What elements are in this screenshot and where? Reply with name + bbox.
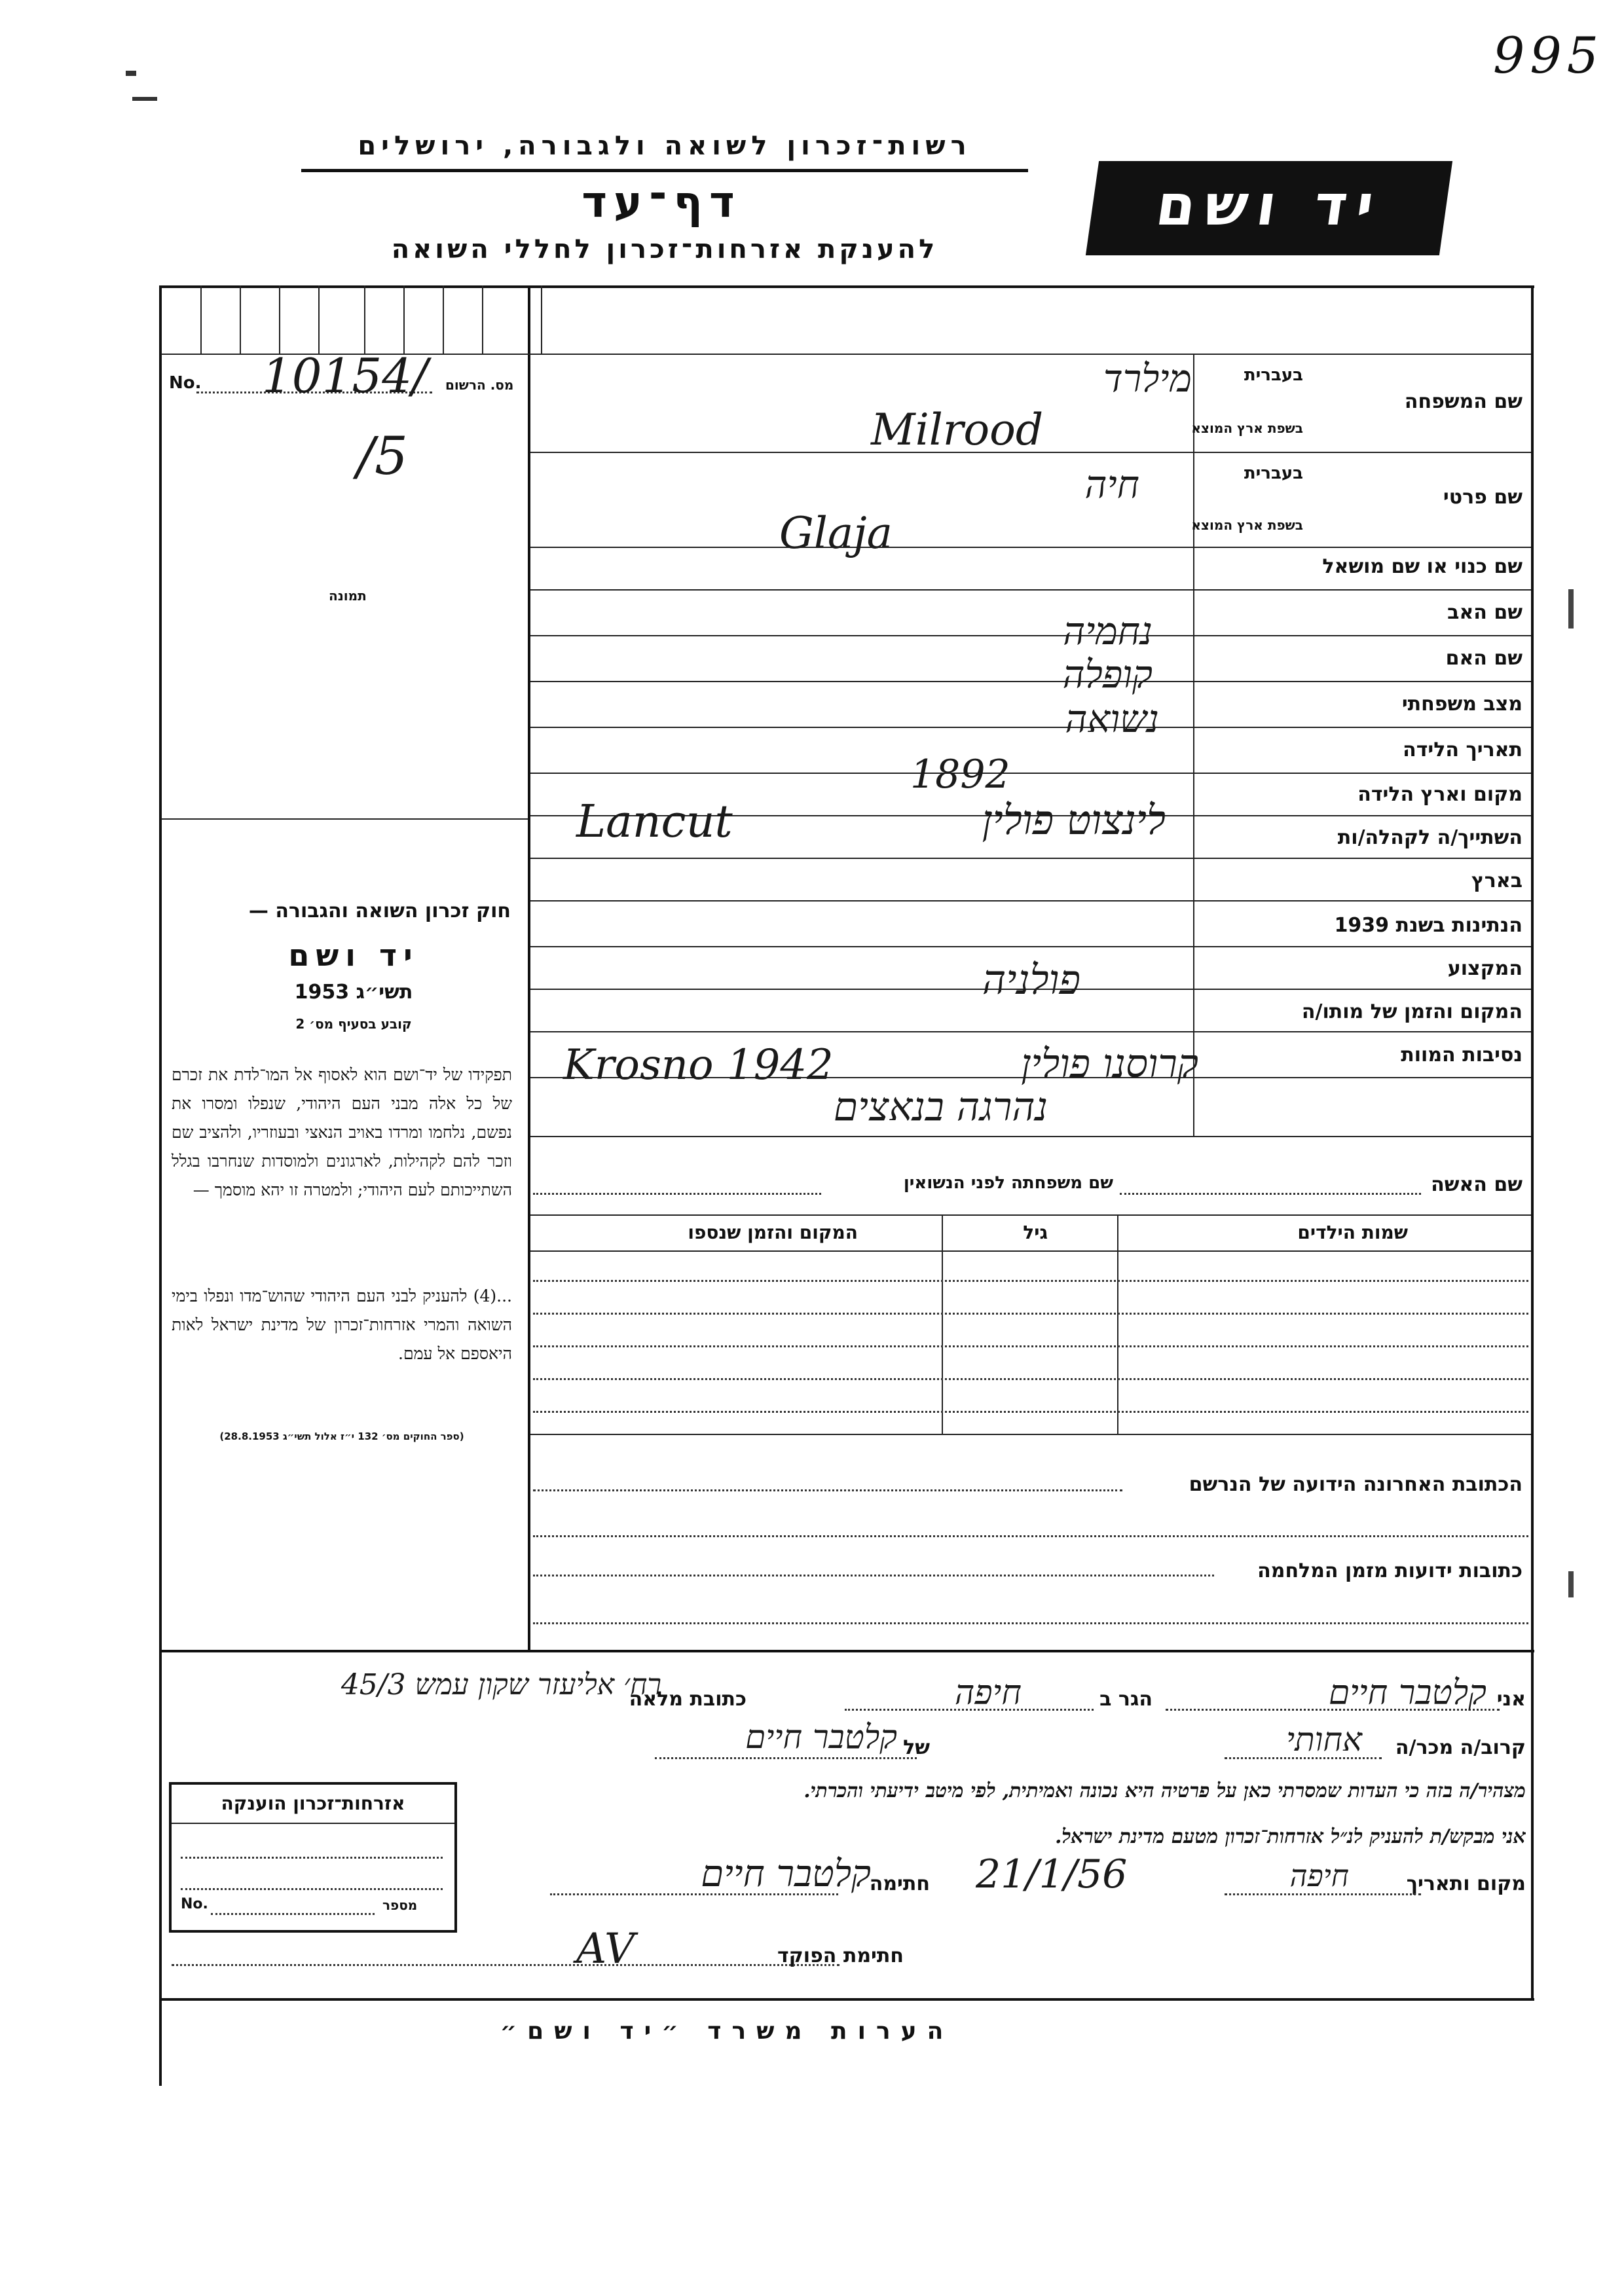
death-place-value: קרוסנו פולין — [1021, 1041, 1198, 1087]
death-place-latin-value: Krosno 1942 — [563, 1041, 834, 1089]
place-date-label: מקום ותאריך — [1406, 1872, 1526, 1895]
citizenship-granted-title: אזרחות־זכרון הוענקה — [221, 1793, 405, 1814]
resides-label: הגר ב — [1099, 1688, 1153, 1711]
death-place-label: המקום והזמן של מותו/ה — [1301, 1000, 1522, 1023]
birthdate-label: תאריך הלידה — [1403, 738, 1522, 761]
citizenship-1939-label: הנתינות בשנת 1939 — [1334, 914, 1522, 937]
law-paragraph-2: ...(4) להעניק לבני העם היהודי שהוש־מדו ונפלו בימי השואה והמרי אזרחות־זכרון של מדינת ישראל לאות היאספם אל עמם. — [172, 1286, 512, 1363]
family-name-native-value: Milrood — [871, 405, 1044, 455]
authority-name: רשות־זכרון לשואה ולגבורה, ירושלים — [358, 131, 972, 161]
wife-name-label: שם האשה — [1431, 1173, 1522, 1196]
citizenship-no-label: No. — [181, 1896, 208, 1912]
yad-vashem-logo — [1086, 161, 1452, 255]
death-circumstances-label: נסיבות המוות — [1401, 1044, 1522, 1066]
children-age-header: גיל — [1023, 1222, 1048, 1243]
law-source: (ספר החוקים מס׳ 132 י״ז אלול תשי״ג 28.8.1953) — [219, 1430, 464, 1442]
stamp-number: 995 — [1493, 26, 1604, 84]
declarant-signature: קלטבר חיים — [701, 1853, 871, 1895]
marital-status-value: קופלה — [1062, 652, 1153, 697]
declarant-name-value: קלטבר חיים — [1328, 1673, 1486, 1713]
address-value: רח׳ אליעזר שקון עמש 45/3 — [341, 1668, 661, 1702]
signature-label: חתימה — [869, 1872, 930, 1895]
community-label: השתייך/ה לקהלה/ות — [1337, 826, 1522, 849]
citizenship-value: פולניה — [982, 956, 1080, 1004]
scan-mark — [132, 97, 157, 101]
declaration-statement: מצהיר/ה בזה כי העדות שמסרתי כאן על פרטיה היא נכונה ואמיתית, לפי מיטב ידיעתי והכרתי. — [803, 1779, 1526, 1802]
registration-sub-number: /5 — [357, 426, 408, 486]
community-latin-value: Lancut — [576, 796, 733, 848]
birth-year-value: 1892 — [910, 752, 1010, 797]
declaration-i-label: אני — [1496, 1688, 1526, 1711]
law-title: חוק זכרון השואה והגבורה — — [248, 900, 511, 922]
officer-signature: AV — [576, 1925, 635, 1973]
first-name-label: שם פרטי — [1443, 486, 1522, 509]
family-name-native-label: בשפת ארץ המוצא — [1191, 420, 1303, 436]
mother-name-label: שם האם — [1445, 647, 1522, 670]
registration-mas-label: מס. הרשום — [445, 377, 514, 393]
marital-status-label: מצב משפחתי — [1401, 693, 1522, 716]
scan-mark — [1568, 589, 1574, 629]
wartime-address-label: כתובות ידועות מזמן המלחמה — [1257, 1559, 1522, 1582]
father-name-label: שם האב — [1447, 601, 1522, 624]
profession-label: המקצוע — [1447, 957, 1522, 980]
of-label: של — [903, 1736, 930, 1759]
address-label: כתובת מלאה — [629, 1688, 747, 1711]
maiden-name-label: שם משפחתה לפני הנשואין — [903, 1173, 1113, 1193]
death-circumstances-value: נהרגה בנאצים — [833, 1084, 1048, 1130]
citizenship-number-label: מספר — [382, 1897, 418, 1913]
of-value: קלטבר חיים — [745, 1718, 897, 1756]
law-clause: קובע בסעיף מס׳ 2 — [295, 1016, 412, 1032]
photo-label: תמונה — [329, 588, 367, 604]
of-line — [655, 1757, 917, 1759]
law-year: תשי״ג 1953 — [294, 981, 413, 1004]
first-name-hebrew-label: בעברית — [1244, 464, 1303, 483]
form-title: דף־עד — [581, 177, 741, 227]
resides-value: חיפה — [954, 1673, 1022, 1713]
community-value: לינצוט פולין — [982, 796, 1166, 844]
scan-mark — [126, 71, 136, 76]
officer-signature-label: חתימת הפוקד — [777, 1944, 904, 1967]
date-value: 21/1/56 — [976, 1851, 1128, 1897]
law-paragraph-1: תפקידו של יד־ושם הוא לאסוף אל המו־לדת את זכרם של כל אלה מבני העם היהודי, שנפלו ומסרו את נפשם, נלחמו ומרדו באויב הנאצי ובעוזריו, ולהציב שם וזכר להם לקהילות, לארגונים ולמוסדות שנחרבו בגלל השתייכותם לעם היהודי; ולמטרה זו יהא מוסמך — — [172, 1065, 512, 1199]
first-name-hebrew-value: חיה — [1084, 462, 1139, 507]
form-subtitle: להענקת אזרחות־זכרון לחללי השואה — [391, 234, 938, 264]
birthplace-label: מקום וארץ הלידה — [1357, 783, 1522, 806]
declaration-request: אני מבקש/ת להעניק לנ״ל אזרחות־זכרון מטעם מדינת ישראל. — [1054, 1825, 1526, 1848]
mother-name-value: נחמיה — [1063, 609, 1153, 653]
children-names-header: שמות הילדים — [1297, 1222, 1408, 1243]
place-date-line — [1225, 1893, 1421, 1895]
law-org: יד ושם — [288, 938, 419, 973]
registration-number: 10154/ — [262, 348, 428, 403]
family-name-hebrew-label: בעברית — [1244, 365, 1303, 385]
first-name-native-label: בשפת ארץ המוצא — [1191, 517, 1303, 533]
relation-label: קרוב/ה מכר/ה — [1395, 1736, 1526, 1759]
country-label: בארץ — [1471, 869, 1522, 892]
scan-mark — [1568, 1571, 1574, 1597]
family-name-label: שם המשפחה — [1404, 390, 1522, 413]
family-name-hebrew-value: מילרד — [1103, 356, 1192, 401]
relation-value: אחותי — [1286, 1721, 1362, 1758]
citizenship-granted-box — [169, 1782, 457, 1933]
officer-signature-line — [172, 1964, 840, 1966]
registration-no-label: No. — [169, 373, 202, 393]
place-value: חיפה — [1289, 1858, 1349, 1893]
birthdate-value: נשואה — [1065, 697, 1159, 741]
last-address-label: הכתובת האחרונה הידועה של הנרשם — [1189, 1473, 1522, 1496]
first-name-native-value: Glaja — [779, 508, 893, 558]
office-remarks-label: הערות משרד ״יד ושם״ — [500, 2018, 954, 2045]
logo-text: יד ושם — [1152, 173, 1387, 238]
nickname-label: שם כנוי או שם מושאל — [1322, 555, 1522, 578]
header-underline — [301, 169, 1028, 172]
children-place-header: המקום והזמן שנספו — [688, 1222, 858, 1243]
